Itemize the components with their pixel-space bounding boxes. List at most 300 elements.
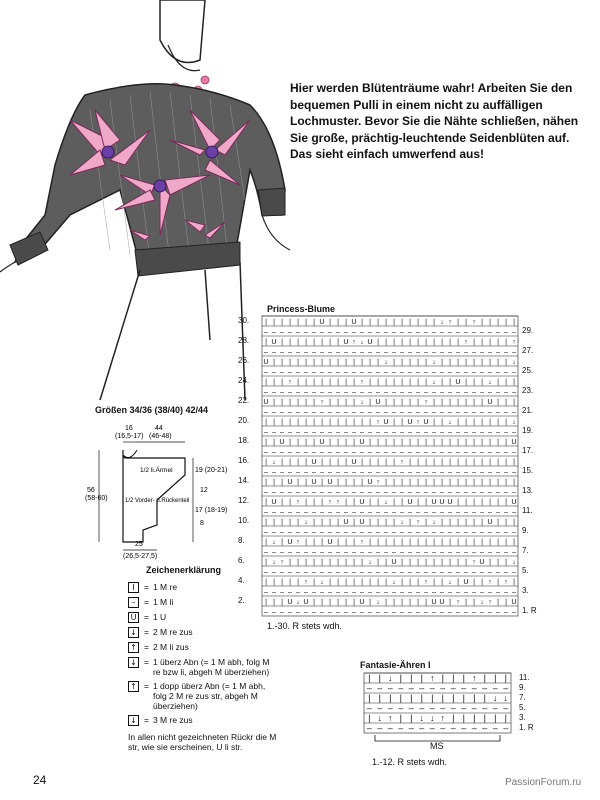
- stitch-symbol: |: [497, 537, 499, 546]
- stitch-symbol: –: [280, 467, 284, 476]
- legend-title: Zeichenerklärung: [146, 565, 222, 575]
- stitch-symbol: |: [289, 337, 291, 346]
- stitch-symbol: –: [320, 367, 324, 376]
- stitch-symbol: |: [497, 477, 499, 486]
- stitch-symbol: –: [432, 607, 436, 616]
- stitch-symbol: |: [505, 377, 507, 386]
- stitch-symbol: |: [353, 397, 355, 406]
- stitch-symbol: –: [272, 547, 276, 556]
- stitch-symbol: –: [461, 723, 467, 733]
- stitch-symbol: –: [512, 367, 516, 376]
- stitch-symbol: |: [313, 357, 315, 366]
- stitch-symbol: –: [328, 467, 332, 476]
- stitch-symbol: –: [360, 507, 364, 516]
- stitch-symbol: |: [313, 317, 315, 326]
- stitch-symbol: |: [449, 517, 451, 526]
- stitch-symbol: ↑: [456, 597, 460, 606]
- stitch-symbol: U: [287, 537, 293, 546]
- stitch-symbol: |: [465, 457, 467, 466]
- stitch-symbol: –: [450, 683, 456, 693]
- stitch-symbol: |: [385, 457, 387, 466]
- row-label: 14.: [238, 476, 250, 485]
- stitch-symbol: |: [473, 457, 475, 466]
- stitch-symbol: |: [441, 417, 443, 426]
- stitch-symbol: –: [504, 547, 508, 556]
- stitch-symbol: –: [296, 567, 300, 576]
- stitch-symbol: |: [289, 437, 291, 446]
- stitch-symbol: –: [288, 467, 292, 476]
- stitch-symbol: |: [513, 397, 515, 406]
- stitch-symbol: |: [265, 537, 267, 546]
- stitch-symbol: –: [440, 507, 444, 516]
- stitch-symbol: –: [352, 487, 356, 496]
- stitch-symbol: |: [361, 477, 363, 486]
- stitch-symbol: ↑: [328, 497, 332, 506]
- stitch-symbol: –: [344, 387, 348, 396]
- stitch-symbol: |: [481, 397, 483, 406]
- stitch-symbol: –: [503, 683, 509, 693]
- stitch-symbol: |: [369, 377, 371, 386]
- stitch-symbol: –: [280, 387, 284, 396]
- stitch-symbol: –: [448, 567, 452, 576]
- stitch-symbol: –: [392, 427, 396, 436]
- stitch-symbol: –: [304, 587, 308, 596]
- stitch-symbol: –: [488, 367, 492, 376]
- stitch-symbol: –: [488, 447, 492, 456]
- stitch-symbol: |: [369, 597, 371, 606]
- stitch-symbol: ↑: [512, 337, 516, 346]
- stitch-symbol: |: [513, 577, 515, 586]
- stitch-symbol: –: [482, 683, 488, 693]
- schematic-bottom-sub: (26,5-27,5): [123, 553, 158, 560]
- stitch-symbol: –: [440, 723, 446, 733]
- stitch-symbol: –: [408, 407, 412, 416]
- stitch-symbol: |: [409, 397, 411, 406]
- stitch-symbol: –: [280, 547, 284, 556]
- stitch-symbol: |: [377, 437, 379, 446]
- stitch-symbol: |: [425, 497, 427, 506]
- stitch-symbol: ↑: [376, 417, 380, 426]
- stitch-symbol: |: [329, 377, 331, 386]
- stitch-symbol: |: [417, 377, 419, 386]
- stitch-symbol: –: [440, 427, 444, 436]
- stitch-symbol: –: [328, 327, 332, 336]
- row-label: 2.: [238, 596, 245, 605]
- stitch-symbol: –: [432, 347, 436, 356]
- stitch-symbol: –: [398, 723, 404, 733]
- legend-symbol: U: [128, 612, 139, 623]
- stitch-symbol: –: [328, 447, 332, 456]
- chart1-right-labels: [522, 326, 552, 626]
- stitch-symbol: |: [353, 497, 355, 506]
- stitch-symbol: ↓: [377, 713, 382, 723]
- stitch-symbol: –: [472, 467, 476, 476]
- stitch-symbol: –: [264, 507, 268, 516]
- stitch-symbol: –: [264, 607, 268, 616]
- stitch-symbol: |: [353, 477, 355, 486]
- stitch-symbol: |: [410, 693, 413, 703]
- stitch-symbol: –: [488, 527, 492, 536]
- stitch-symbol: |: [465, 357, 467, 366]
- stitch-symbol: ↑: [320, 397, 324, 406]
- stitch-symbol: |: [473, 417, 475, 426]
- stitch-symbol: –: [392, 467, 396, 476]
- row-label: 26.: [238, 356, 250, 365]
- stitch-symbol: |: [265, 377, 267, 386]
- stitch-symbol: |: [273, 517, 275, 526]
- stitch-symbol: –: [280, 367, 284, 376]
- row-label: 5.: [522, 566, 529, 575]
- stitch-symbol: –: [377, 703, 383, 713]
- stitch-symbol: –: [360, 607, 364, 616]
- stitch-symbol: –: [464, 467, 468, 476]
- stitch-symbol: ↑: [360, 377, 364, 386]
- stitch-symbol: –: [440, 467, 444, 476]
- stitch-symbol: –: [336, 567, 340, 576]
- stitch-symbol: –: [328, 567, 332, 576]
- row-label: 24.: [238, 376, 250, 385]
- stitch-symbol: –: [456, 407, 460, 416]
- stitch-symbol: ↑: [416, 517, 420, 526]
- stitch-symbol: ↓: [272, 457, 276, 466]
- stitch-symbol: |: [457, 317, 459, 326]
- stitch-symbol: |: [273, 377, 275, 386]
- stitch-symbol: |: [297, 577, 299, 586]
- stitch-symbol: –: [488, 427, 492, 436]
- stitch-symbol: |: [377, 557, 379, 566]
- stitch-symbol: |: [281, 597, 283, 606]
- stitch-symbol: –: [456, 427, 460, 436]
- stitch-symbol: –: [352, 527, 356, 536]
- stitch-symbol: –: [464, 507, 468, 516]
- stitch-symbol: –: [400, 347, 404, 356]
- stitch-symbol: |: [417, 437, 419, 446]
- stitch-symbol: –: [376, 427, 380, 436]
- stitch-symbol: –: [416, 387, 420, 396]
- stitch-symbol: |: [361, 577, 363, 586]
- stitch-symbol: |: [489, 497, 491, 506]
- stitch-symbol: –: [448, 387, 452, 396]
- stitch-symbol: |: [457, 337, 459, 346]
- row-label: 12.: [238, 496, 250, 505]
- stitch-symbol: |: [513, 537, 515, 546]
- stitch-symbol: ↑: [280, 557, 284, 566]
- legend-item: ↓ = 2 M re zus: [128, 627, 278, 638]
- stitch-symbol: –: [296, 327, 300, 336]
- stitch-symbol: |: [329, 357, 331, 366]
- stitch-symbol: U: [343, 517, 349, 526]
- stitch-symbol: |: [313, 597, 315, 606]
- stitch-symbol: –: [496, 387, 500, 396]
- stitch-symbol: ↑: [296, 537, 300, 546]
- stitch-symbol: ↓: [304, 517, 308, 526]
- stitch-symbol: |: [465, 497, 467, 506]
- chart1-note: 1.-30. R stets wdh.: [267, 621, 343, 631]
- stitch-symbol: |: [389, 693, 392, 703]
- stitch-symbol: |: [273, 577, 275, 586]
- stitch-symbol: –: [366, 683, 372, 693]
- stitch-symbol: –: [352, 447, 356, 456]
- row-label: 22.: [238, 396, 250, 405]
- stitch-symbol: |: [353, 377, 355, 386]
- stitch-symbol: –: [464, 367, 468, 376]
- stitch-symbol: |: [483, 713, 486, 723]
- stitch-symbol: –: [368, 527, 372, 536]
- row-label: 15.: [522, 466, 534, 475]
- stitch-symbol: |: [329, 517, 331, 526]
- stitch-symbol: –: [480, 567, 484, 576]
- stitch-symbol: |: [425, 537, 427, 546]
- stitch-symbol: –: [488, 547, 492, 556]
- stitch-symbol: –: [448, 327, 452, 336]
- stitch-symbol: –: [424, 607, 428, 616]
- stitch-symbol: |: [305, 417, 307, 426]
- stitch-symbol: |: [409, 557, 411, 566]
- stitch-symbol: |: [401, 497, 403, 506]
- stitch-symbol: –: [384, 587, 388, 596]
- stitch-symbol: –: [408, 587, 412, 596]
- stitch-symbol: –: [512, 467, 516, 476]
- schematic-height-sub: (58-60): [85, 495, 108, 502]
- stitch-symbol: |: [441, 537, 443, 546]
- stitch-symbol: –: [387, 683, 393, 693]
- stitch-symbol: |: [337, 457, 339, 466]
- stitch-symbol: –: [504, 467, 508, 476]
- stitch-symbol: |: [305, 477, 307, 486]
- stitch-symbol: |: [457, 457, 459, 466]
- stitch-symbol: ↓: [388, 673, 393, 683]
- stitch-symbol: |: [489, 417, 491, 426]
- stitch-symbol: |: [441, 693, 444, 703]
- stitch-symbol: |: [449, 537, 451, 546]
- stitch-symbol: |: [513, 457, 515, 466]
- stitch-symbol: –: [464, 407, 468, 416]
- stitch-symbol: –: [424, 407, 428, 416]
- stitch-symbol: –: [360, 487, 364, 496]
- stitch-symbol: –: [288, 607, 292, 616]
- stitch-symbol: U: [359, 437, 365, 446]
- stitch-symbol: |: [409, 317, 411, 326]
- stitch-symbol: –: [432, 547, 436, 556]
- stitch-symbol: –: [336, 347, 340, 356]
- schematic-body: [125, 498, 189, 504]
- stitch-symbol: –: [352, 607, 356, 616]
- stitch-symbol: –: [368, 607, 372, 616]
- stitch-symbol: –: [280, 347, 284, 356]
- stitch-symbol: |: [377, 317, 379, 326]
- stitch-symbol: |: [393, 517, 395, 526]
- schematic-r4: 8: [200, 520, 204, 527]
- stitch-symbol: –: [448, 527, 452, 536]
- stitch-symbol: –: [496, 527, 500, 536]
- row-label: 8.: [238, 536, 245, 545]
- stitch-symbol: –: [368, 487, 372, 496]
- stitch-symbol: |: [497, 497, 499, 506]
- stitch-symbol: |: [417, 577, 419, 586]
- stitch-symbol: U: [487, 397, 493, 406]
- stitch-symbol: |: [481, 497, 483, 506]
- stitch-symbol: –: [352, 407, 356, 416]
- stitch-symbol: –: [264, 467, 268, 476]
- stitch-symbol: –: [280, 587, 284, 596]
- stitch-symbol: U: [343, 337, 349, 346]
- stitch-symbol: –: [488, 567, 492, 576]
- stitch-symbol: U: [287, 477, 293, 486]
- stitch-symbol: –: [312, 427, 316, 436]
- stitch-symbol: –: [424, 347, 428, 356]
- stitch-symbol: |: [337, 357, 339, 366]
- stitch-symbol: –: [344, 607, 348, 616]
- stitch-symbol: |: [417, 597, 419, 606]
- stitch-symbol: –: [432, 367, 436, 376]
- stitch-symbol: U: [271, 337, 277, 346]
- stitch-symbol: –: [400, 427, 404, 436]
- stitch-symbol: ↓: [360, 337, 364, 346]
- stitch-symbol: ↓: [448, 577, 452, 586]
- stitch-symbol: –: [392, 507, 396, 516]
- stitch-symbol: –: [304, 487, 308, 496]
- row-label: 6.: [238, 556, 245, 565]
- stitch-symbol: |: [281, 397, 283, 406]
- stitch-symbol: U: [439, 497, 445, 506]
- stitch-symbol: –: [512, 547, 516, 556]
- legend-text: 1 M li: [152, 597, 174, 607]
- stitch-symbol: –: [400, 507, 404, 516]
- stitch-symbol: –: [352, 467, 356, 476]
- row-label: 9.: [519, 683, 526, 692]
- stitch-symbol: –: [304, 407, 308, 416]
- stitch-symbol: –: [472, 367, 476, 376]
- stitch-symbol: |: [377, 337, 379, 346]
- row-label: 5.: [519, 703, 526, 712]
- stitch-symbol: ↑: [288, 377, 292, 386]
- stitch-symbol: –: [280, 507, 284, 516]
- stitch-symbol: |: [425, 457, 427, 466]
- stitch-symbol: –: [440, 347, 444, 356]
- row-label: 30.: [238, 316, 250, 325]
- stitch-symbol: |: [473, 517, 475, 526]
- stitch-symbol: –: [392, 587, 396, 596]
- stitch-symbol: –: [424, 587, 428, 596]
- stitch-symbol: –: [280, 447, 284, 456]
- chart2-right-labels: [519, 673, 549, 735]
- stitch-symbol: ↓: [384, 357, 388, 366]
- stitch-symbol: |: [452, 713, 455, 723]
- stitch-symbol: U: [487, 517, 493, 526]
- stitch-symbol: –: [336, 487, 340, 496]
- stitch-symbol: –: [376, 607, 380, 616]
- stitch-symbol: –: [360, 467, 364, 476]
- stitch-symbol: |: [431, 693, 434, 703]
- stitch-symbol: –: [480, 407, 484, 416]
- stitch-symbol: |: [481, 457, 483, 466]
- stitch-symbol: |: [321, 497, 323, 506]
- stitch-symbol: –: [264, 387, 268, 396]
- stitch-symbol: |: [289, 557, 291, 566]
- legend-symbol: ↓: [128, 627, 139, 638]
- chart2-note: 1.-12. R stets wdh.: [372, 757, 448, 767]
- stitch-symbol: |: [337, 437, 339, 446]
- stitch-symbol: –: [304, 427, 308, 436]
- stitch-symbol: –: [360, 427, 364, 436]
- stitch-symbol: |: [401, 397, 403, 406]
- row-label: 7.: [519, 693, 526, 702]
- stitch-symbol: ↓: [272, 557, 276, 566]
- stitch-symbol: U: [279, 437, 285, 446]
- stitch-symbol: –: [272, 607, 276, 616]
- stitch-symbol: –: [344, 407, 348, 416]
- legend-item: ↓ = 3 M re zus: [128, 715, 278, 726]
- stitch-symbol: U: [439, 597, 445, 606]
- stitch-symbol: –: [416, 607, 420, 616]
- stitch-symbol: –: [272, 487, 276, 496]
- stitch-symbol: –: [312, 547, 316, 556]
- stitch-symbol: –: [360, 447, 364, 456]
- stitch-symbol: |: [297, 337, 299, 346]
- stitch-symbol: –: [352, 547, 356, 556]
- stitch-symbol: |: [497, 357, 499, 366]
- legend-text: 1 überz Abn (= 1 M abh, folg M re bzw li, abgeh M überziehen): [152, 657, 270, 677]
- stitch-symbol: –: [304, 547, 308, 556]
- stitch-symbol: –: [304, 327, 308, 336]
- stitch-symbol: |: [473, 357, 475, 366]
- stitch-symbol: |: [481, 437, 483, 446]
- stitch-symbol: –: [416, 327, 420, 336]
- stitch-symbol: –: [480, 547, 484, 556]
- stitch-symbol: –: [440, 487, 444, 496]
- stitch-symbol: –: [496, 567, 500, 576]
- stitch-symbol: –: [312, 487, 316, 496]
- stitch-symbol: –: [464, 387, 468, 396]
- stitch-symbol: ↑: [472, 673, 477, 683]
- stitch-symbol: –: [408, 567, 412, 576]
- stitch-symbol: |: [489, 557, 491, 566]
- stitch-symbol: –: [344, 507, 348, 516]
- stitch-symbol: ↓: [493, 693, 498, 703]
- stitch-symbol: –: [432, 467, 436, 476]
- stitch-symbol: –: [424, 527, 428, 536]
- stitch-symbol: |: [465, 597, 467, 606]
- stitch-symbol: –: [336, 427, 340, 436]
- stitch-symbol: –: [432, 327, 436, 336]
- stitch-symbol: |: [449, 337, 451, 346]
- stitch-symbol: |: [505, 317, 507, 326]
- stitch-symbol: |: [393, 357, 395, 366]
- stitch-symbol: |: [417, 497, 419, 506]
- stitch-symbol: |: [473, 397, 475, 406]
- stitch-symbol: |: [457, 557, 459, 566]
- stitch-symbol: –: [384, 447, 388, 456]
- stitch-symbol: |: [321, 517, 323, 526]
- stitch-symbol: –: [408, 447, 412, 456]
- stitch-symbol: |: [369, 497, 371, 506]
- stitch-symbol: |: [433, 337, 435, 346]
- stitch-symbol: ↑: [448, 317, 452, 326]
- stitch-symbol: U: [391, 557, 397, 566]
- stitch-symbol: –: [400, 467, 404, 476]
- stitch-symbol: –: [416, 427, 420, 436]
- stitch-symbol: |: [433, 437, 435, 446]
- stitch-symbol: |: [329, 337, 331, 346]
- stitch-symbol: |: [385, 557, 387, 566]
- stitch-symbol: –: [440, 703, 446, 713]
- stitch-symbol: –: [480, 467, 484, 476]
- stitch-symbol: –: [496, 607, 500, 616]
- stitch-symbol: |: [425, 357, 427, 366]
- stitch-symbol: |: [305, 337, 307, 346]
- row-label: 28.: [238, 336, 250, 345]
- stitch-symbol: –: [471, 683, 477, 693]
